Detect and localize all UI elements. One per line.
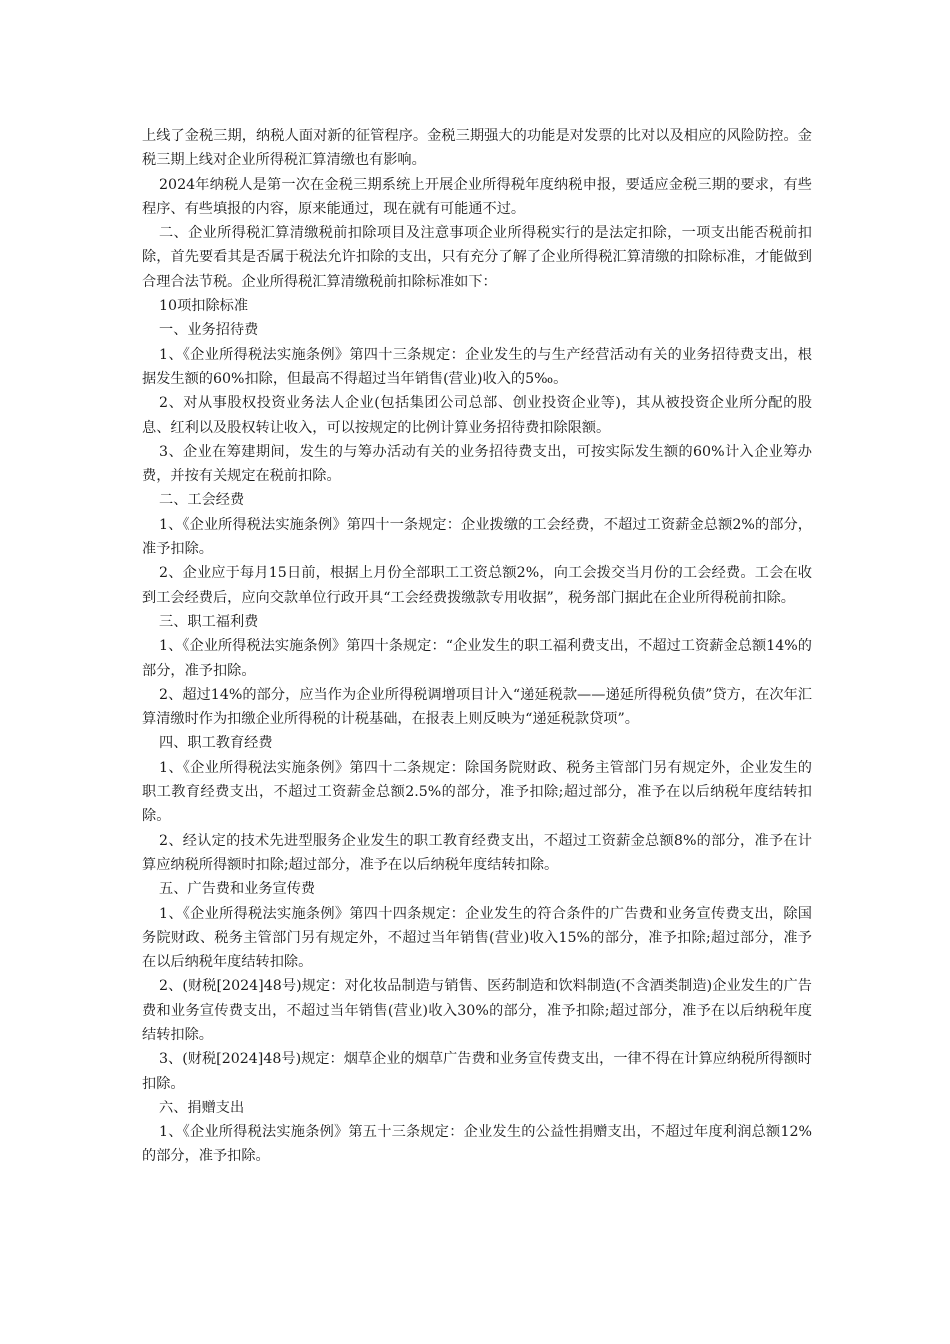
section-heading: 四、职工教育经费: [159, 735, 273, 752]
paragraph: 1、《企业所得税法实施条例》第五十三条规定：企业发生的公益性捐赠支出，不超过年度利润总额12%的部分，准予扣除。: [142, 1124, 812, 1165]
section-heading: 六、捐赠支出: [159, 1099, 245, 1116]
paragraph: 3、企业在筹建期间，发生的与筹办活动有关的业务招待费支出，可按实际发生额的60%计入企业筹办费，并按有关规定在税前扣除。: [142, 443, 812, 485]
section-heading: 三、职工福利费: [159, 613, 259, 630]
paragraph: 二、企业所得税汇算清缴税前扣除项目及注意事项企业所得税实行的是法定扣除，一项支出能否税前扣除，首先要看其是否属于税法允许扣除的支出，只有充分了解了企业所得税汇算清缴的扣除标准，才能做到合理合法节税。企业所得税汇算清缴税前扣除标准如下：: [142, 225, 812, 290]
section-heading: 二、工会经费: [159, 492, 245, 509]
paragraph: 上线了金税三期，纳税人面对新的征管程序。金税三期强大的功能是对发票的比对以及相应的风险防控。金税三期上线对企业所得税汇算清缴也有影响。: [142, 128, 812, 169]
section-heading: 一、业务招待费: [159, 322, 259, 339]
section-heading: 10项扣除标准: [159, 298, 249, 315]
paragraph: 1、《企业所得税法实施条例》第四十条规定：“企业发生的职工福利费支出，不超过工资薪金总额14%的部分，准予扣除。: [142, 638, 812, 679]
paragraph: 1、《企业所得税法实施条例》第四十二条规定：除国务院财政、税务主管部门另有规定外，企业发生的职工教育经费支出，不超过工资薪金总额2.5%的部分，准予扣除;超过部分，准予在以后纳税年度结转扣除。: [142, 759, 812, 825]
paragraph: 1、《企业所得税法实施条例》第四十三条规定：企业发生的与生产经营活动有关的业务招待费支出，根据发生额的60%扣除，但最高不得超过当年销售(营业)收入的5‰。: [142, 346, 812, 387]
paragraph: 1、《企业所得税法实施条例》第四十四条规定：企业发生的符合条件的广告费和业务宣传费支出，除国务院财政、税务主管部门另有规定外，不超过当年销售(营业)收入15%的部分，准予扣除;超过部分，准予在以后纳税年度结转扣除。: [142, 905, 812, 971]
paragraph: 1、《企业所得税法实施条例》第四十一条规定：企业拨缴的工会经费，不超过工资薪金总额2%的部分，准予扣除。: [142, 516, 812, 558]
paragraph: 2024年纳税人是第一次在金税三期系统上开展企业所得税年度纳税申报，要适应金税三期的要求，有些程序、有些填报的内容，原来能通过，现在就有可能通不过。: [142, 176, 812, 217]
paragraph: 2、企业应于每月15日前，根据上月份全部职工工资总额2%，向工会拨交当月份的工会经费。工会在收到工会经费后，应向交款单位行政开具“工会经费拨缴款专用收据”，税务部门据此在企业所得税前扣除。: [142, 565, 812, 606]
section-heading: 五、广告费和业务宣传费: [159, 881, 316, 898]
paragraph: 2、经认定的技术先进型服务企业发生的职工教育经费支出，不超过工资薪金总额8%的部分，准予在计算应纳税所得额时扣除;超过部分，准予在以后纳税年度结转扣除。: [142, 832, 812, 873]
paragraph: 2、超过14%的部分，应当作为企业所得税调增项目计入“递延税款——递延所得税负债”贷方，在次年汇算清缴时作为扣缴企业所得税的计税基础，在报表上则反映为“递延税款贷项”。: [142, 686, 812, 728]
paragraph: 2、对从事股权投资业务法人企业(包括集团公司总部、创业投资企业等)，其从被投资企业所分配的股息、红利以及股权转让收入，可以按规定的比例计算业务招待费扣除限额。: [142, 395, 812, 436]
paragraph: 3、(财税[2024]48号)规定：烟草企业的烟草广告费和业务宣传费支出，一律不得在计算应纳税所得额时扣除。: [142, 1051, 812, 1092]
paragraph: 2、(财税[2024]48号)规定：对化妆品制造与销售、医药制造和饮料制造(不含酒类制造)企业发生的广告费和业务宣传费支出，不超过当年销售(营业)收入30%的部分，准予扣除;超过部分，准予在以后纳税年度结转扣除。: [142, 978, 812, 1043]
document-body: [142, 124, 812, 1169]
